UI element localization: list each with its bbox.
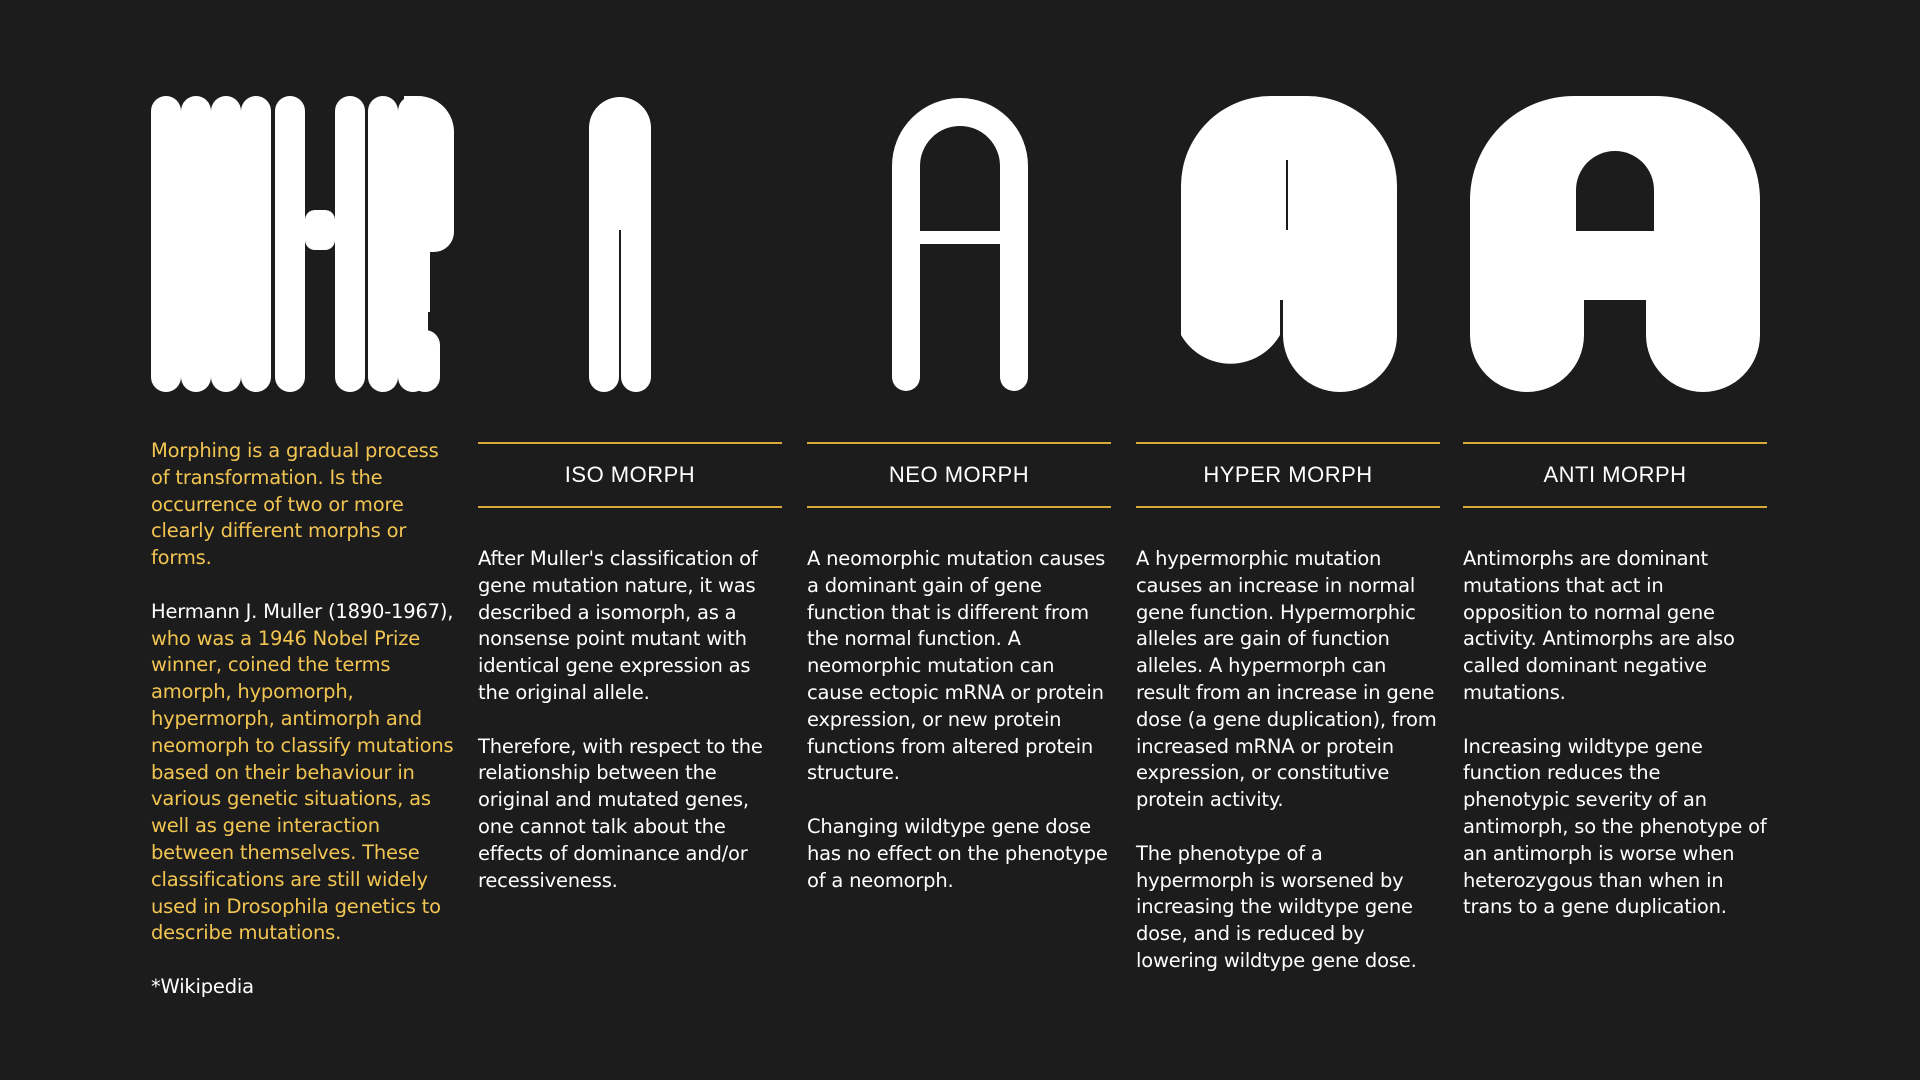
column-paragraph: The phenotype of a hypermorph is worsened by increasing the wildtype gene dose, and is reduced by lowering wildtype gene dose. bbox=[1136, 841, 1417, 972]
column-paragraph: Antimorphs are dominant mutations that act in opposition to normal gene activity. Antimorphs are also called dominant negative mutations. bbox=[1463, 547, 1735, 704]
column-rule-bottom bbox=[1136, 506, 1440, 508]
column-title: ANTI MORPH bbox=[1543, 462, 1687, 487]
column-paragraph: Changing wildtype gene dose has no effect on the phenotype of a neomorph. bbox=[807, 814, 1108, 892]
column-title: ISO MORPH bbox=[564, 462, 696, 487]
glyph-hyper-a bbox=[1181, 96, 1397, 392]
hero-title bbox=[151, 96, 454, 392]
column-paragraph: A hypermorphic mutation causes an increase in normal gene function. Hypermorphic alleles are gain of function alleles. A hypermorph can result from an increase in gene dose (a gene duplication), from increased mRNA or protein expression, or constitutive protein activity. bbox=[1136, 547, 1437, 812]
column-rule-bottom bbox=[478, 506, 782, 508]
intro-definition: Morphing is a gradual process of transformation. Is the occurrence of two or more clearly different morphs or forms. bbox=[151, 439, 439, 570]
intro-history bbox=[151, 599, 461, 947]
column-rule-bottom bbox=[807, 506, 1111, 508]
column-body bbox=[478, 546, 782, 894]
column-rule-bottom bbox=[1463, 506, 1767, 508]
column-body bbox=[807, 546, 1111, 894]
column-anti-morph bbox=[1463, 442, 1767, 948]
column-paragraph: After Muller's classification of gene mutation nature, it was described a isomorph, as a nonsense point mutant with identical gene expression as the original allele. bbox=[478, 547, 758, 704]
hero-lettering bbox=[0, 0, 1920, 420]
intro-history-body: who was a 1946 Nobel Prize winner, coined the terms amorph, hypomorph, hypermorph, antimorph and neomorph to classify mutations based on their behaviour in various genetic situations, as well as gene interaction between themselves. These classifications are still widely used in Drosophila genetics to describe mutations. bbox=[151, 626, 454, 945]
glyph-neo-a bbox=[906, 112, 1014, 377]
column-paragraph: Therefore, with respect to the relationship between the original and mutated genes, one cannot talk about the effects of dominance and/or recessiveness. bbox=[478, 734, 763, 892]
column-hyper-morph bbox=[1136, 442, 1440, 1002]
column-paragraph: A neomorphic mutation causes a dominant gain of gene function that is different from the normal function. A neomorphic mutation can cause ectopic mRNA or protein expression, or new protein functions from altered protein structure. bbox=[807, 547, 1106, 785]
intro-text bbox=[151, 438, 461, 1028]
intro-history-name: Hermann J. Muller (1890-1967), bbox=[151, 599, 454, 623]
glyph-iso-a bbox=[589, 97, 651, 392]
column-body bbox=[1463, 546, 1767, 921]
column-title: NEO MORPH bbox=[888, 462, 1030, 487]
column-title: HYPER MORPH bbox=[1203, 462, 1373, 487]
glyph-anti-a bbox=[1470, 96, 1760, 392]
intro-source: *Wikipedia bbox=[151, 974, 254, 998]
column-paragraph: Increasing wildtype gene function reduces the phenotypic severity of an antimorph, so the phenotype of an antimorph is worse when heterozygous than when in trans to a gene duplication. bbox=[1463, 734, 1767, 919]
hero-svg bbox=[0, 0, 1920, 420]
column-iso-morph bbox=[478, 442, 782, 921]
column-body bbox=[1136, 546, 1440, 975]
column-neo-morph bbox=[807, 442, 1111, 921]
